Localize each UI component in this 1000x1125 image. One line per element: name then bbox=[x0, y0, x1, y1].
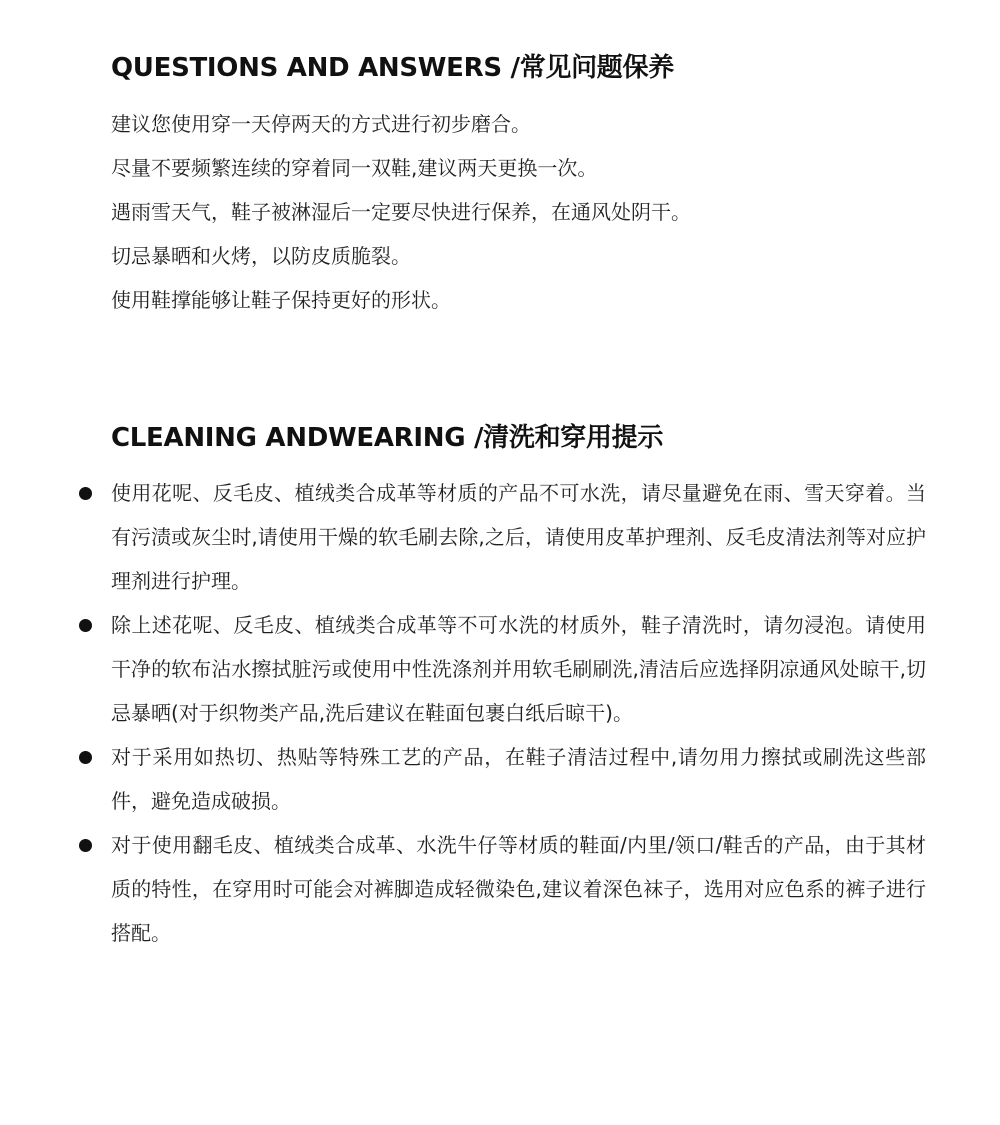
care-tip bbox=[111, 471, 926, 603]
bullet-dot-icon bbox=[79, 839, 92, 852]
qa-list bbox=[111, 102, 926, 322]
qa-line: 切忌暴晒和火烤，以防皮质脆裂。 bbox=[111, 244, 411, 268]
bullet-dot-icon bbox=[79, 487, 92, 500]
bullet-dot-icon bbox=[79, 751, 92, 764]
qa-line: 尽量不要频繁连续的穿着同一双鞋,建议两天更换一次。 bbox=[111, 156, 598, 180]
bullet-dot-icon bbox=[79, 619, 92, 632]
qa-line: 建议您使用穿一天停两天的方式进行初步磨合。 bbox=[111, 112, 531, 136]
qa-line: 遇雨雪天气，鞋子被淋湿后一定要尽快进行保养，在通风处阴干。 bbox=[111, 200, 691, 224]
care-section bbox=[111, 418, 926, 955]
care-title: CLEANING ANDWEARING /清洗和穿用提示 bbox=[111, 423, 664, 453]
care-tips-list bbox=[111, 471, 926, 955]
qa-title: QUESTIONS AND ANSWERS /常见问题保养 bbox=[111, 53, 674, 83]
qa-line: 使用鞋撑能够让鞋子保持更好的形状。 bbox=[111, 288, 451, 312]
care-tip-text: 除上述花呢、反毛皮、植绒类合成革等不可水洗的材质外，鞋子清洗时，请勿浸泡。请使用干净的软布沾水擦拭脏污或使用中性洗涤剂并用软毛刷刷洗,清洁后应选择阴凉通风处晾干,切忌暴晒(对于织物类产品,洗后建议在鞋面包裹白纸后晾干)。 bbox=[111, 613, 926, 725]
qa-section bbox=[111, 48, 926, 322]
care-tip bbox=[111, 823, 926, 955]
care-tip-text: 对于采用如热切、热贴等特殊工艺的产品，在鞋子清洁过程中,请勿用力擦拭或刷洗这些部件，避免造成破损。 bbox=[111, 745, 926, 813]
care-tip-text: 使用花呢、反毛皮、植绒类合成革等材质的产品不可水洗，请尽量避免在雨、雪天穿着。当有污渍或灰尘时,请使用干燥的软毛刷去除,之后，请使用皮革护理剂、反毛皮清法剂等对应护理剂进行护理。 bbox=[111, 481, 926, 593]
care-tip-text: 对于使用翻毛皮、植绒类合成革、水洗牛仔等材质的鞋面/内里/领口/鞋舌的产品，由于其材质的特性，在穿用时可能会对裤脚造成轻微染色,建议着深色袜子，选用对应色系的裤子进行搭配。 bbox=[111, 833, 926, 945]
care-tip bbox=[111, 735, 926, 823]
care-tip bbox=[111, 603, 926, 735]
